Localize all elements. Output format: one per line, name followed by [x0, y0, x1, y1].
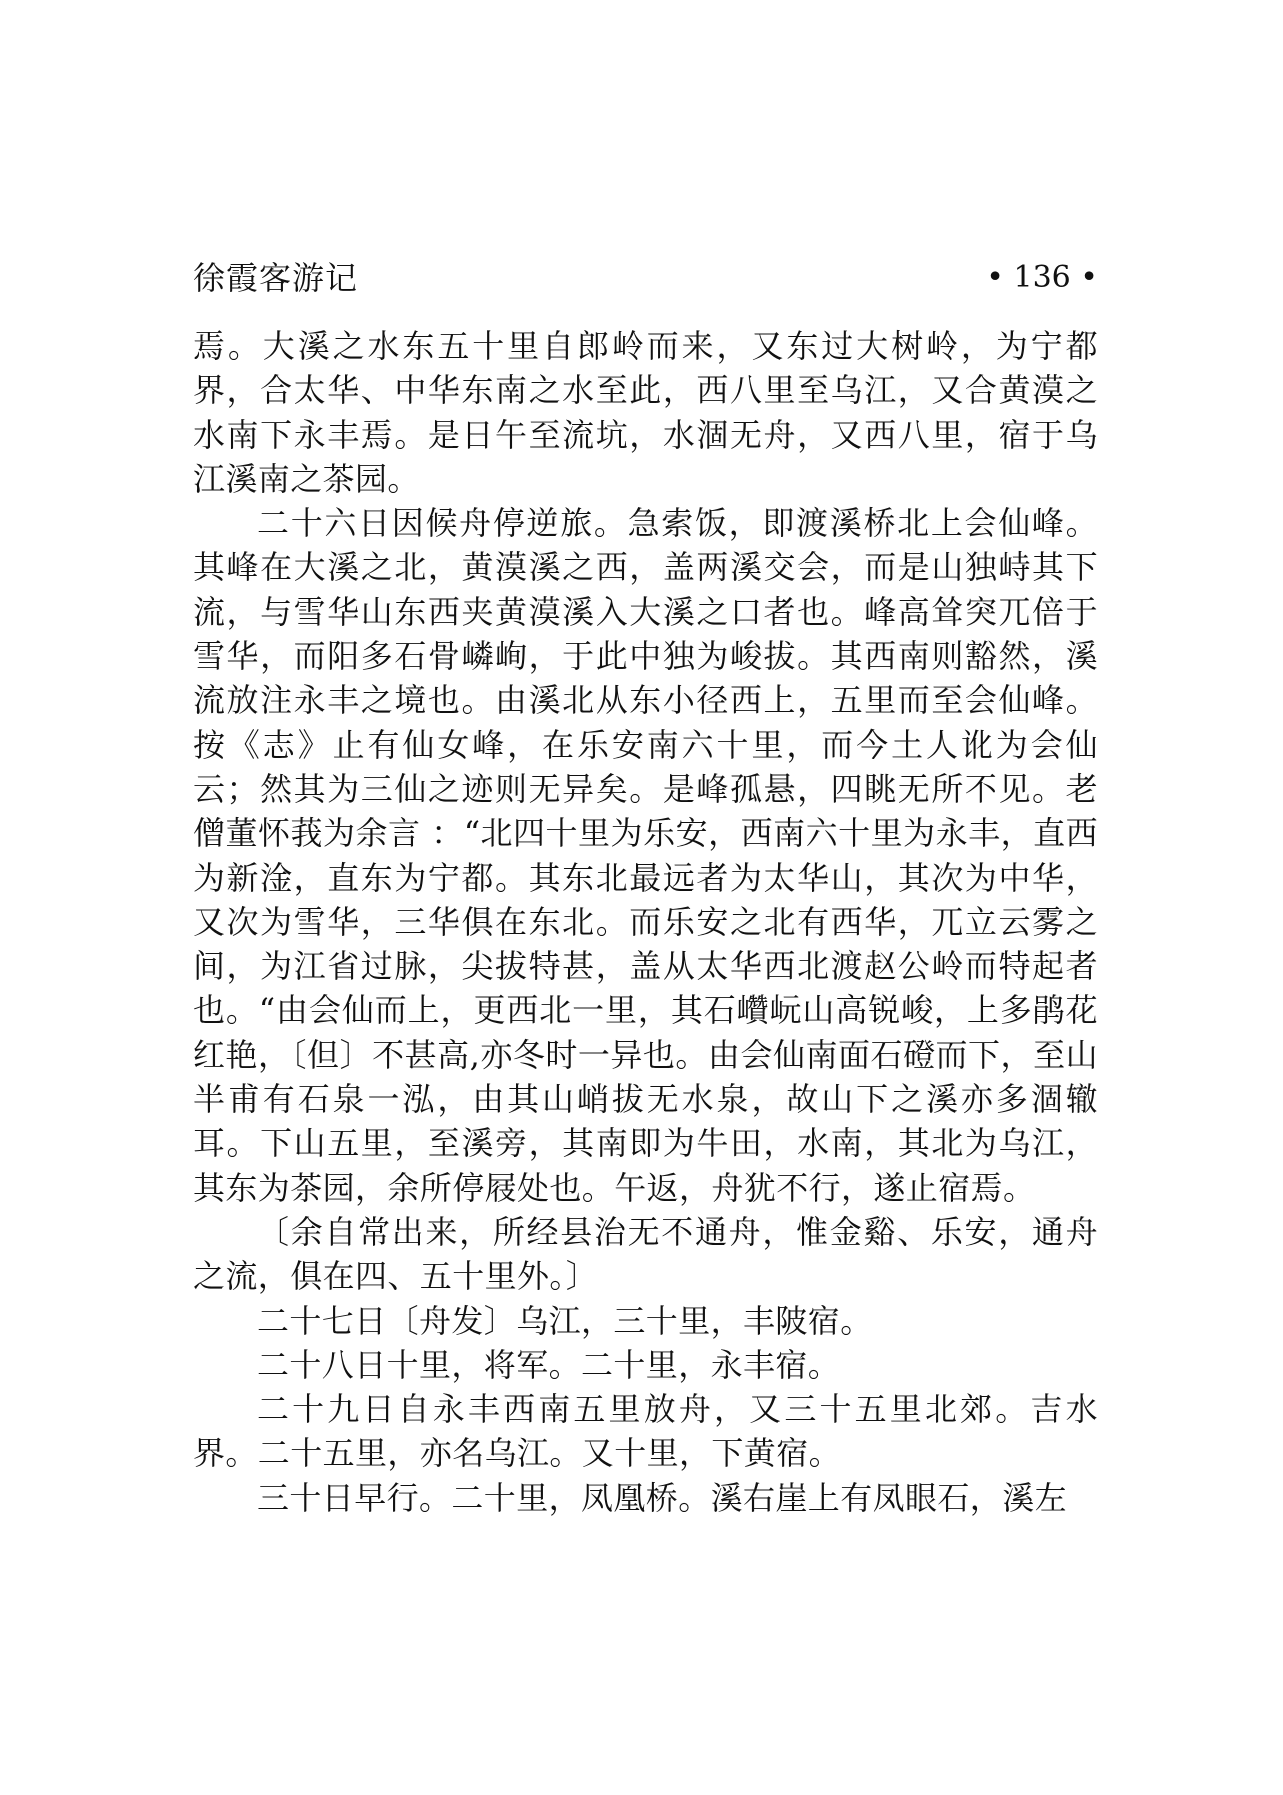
- body-text: [193, 324, 1098, 1520]
- book-title: 徐霞客游记: [193, 259, 359, 297]
- paragraph: 二十九日自永丰西南五里放舟，又三十五里北郊。吉水界。二十五里，亦名乌江。又十里，下黄宿。: [193, 1390, 1098, 1473]
- paragraph: 二十七日〔舟发〕乌江，三十里，丰陂宿。: [257, 1301, 873, 1340]
- paragraph: 二十六日因候舟停逆旅。急索饭，即渡溪桥北上会仙峰。其峰在大溪之北，黄漠溪之西，盖两溪交会，而是山独峙其下流，与雪华山东西夹黄漠溪入大溪之口者也。峰高耸突兀倍于雪华，而阳多石骨嶙峋，于此中独为峻拔。其西南则豁然，溪流放注永丰之境也。由溪北从东小径西上，五里而至会仙峰。按《志》止有仙女峰，在乐安南六十里，而今土人讹为会仙云；然其为三仙之迹则无异矣。是峰孤悬，四眺无所不见。老僧董怀莪为余言 ：“北四十里为乐安，西南六十里为永丰，直西为新淦，直东为宁都。其东北最远者为太华山，其次为中华，又次为雪华，三华俱在东北。而乐安之北有西华，兀立云雾之间，为江省过脉，尖拔特甚，盖从太华西北渡赵公岭而特起者也。“由会仙而上，更西北一里，其石巑岏山高锐峻，上多鹃花红艳，〔但〕不甚高,亦冬时一异也。由会仙南面石磴而下，至山半甫有石泉一泓，由其山峭拔无水泉，故山下之溪亦多涸辙耳。下山五里，至溪旁，其南即为牛田，水南，其北为乌江，其东为茶园，余所停屐处也。午返，舟犹不行，遂止宿焉。: [193, 504, 1098, 1207]
- page-number: • 136 •: [986, 260, 1098, 295]
- running-header: [193, 256, 1098, 300]
- paragraph: 三十日早行。二十里，凤凰桥。溪右崖上有凤眼石，溪左: [257, 1478, 1068, 1517]
- book-page: [193, 256, 1098, 1520]
- paragraph: 焉。大溪之水东五十里自郎岭而来，又东过大树岭，为宁都界，合太华、中华东南之水至此，西八里至乌江，又合黄漠之水南下永丰焉。是日午至流坑，水涸无舟，又西八里，宿于乌江溪南之茶园。: [193, 327, 1098, 498]
- paragraph: 〔余自常出来，所经县治无不通舟，惟金谿、乐安，通舟之流，俱在四、五十里外。〕: [193, 1212, 1098, 1296]
- paragraph: 二十八日十里，将军。二十里，永丰宿。: [257, 1345, 841, 1384]
